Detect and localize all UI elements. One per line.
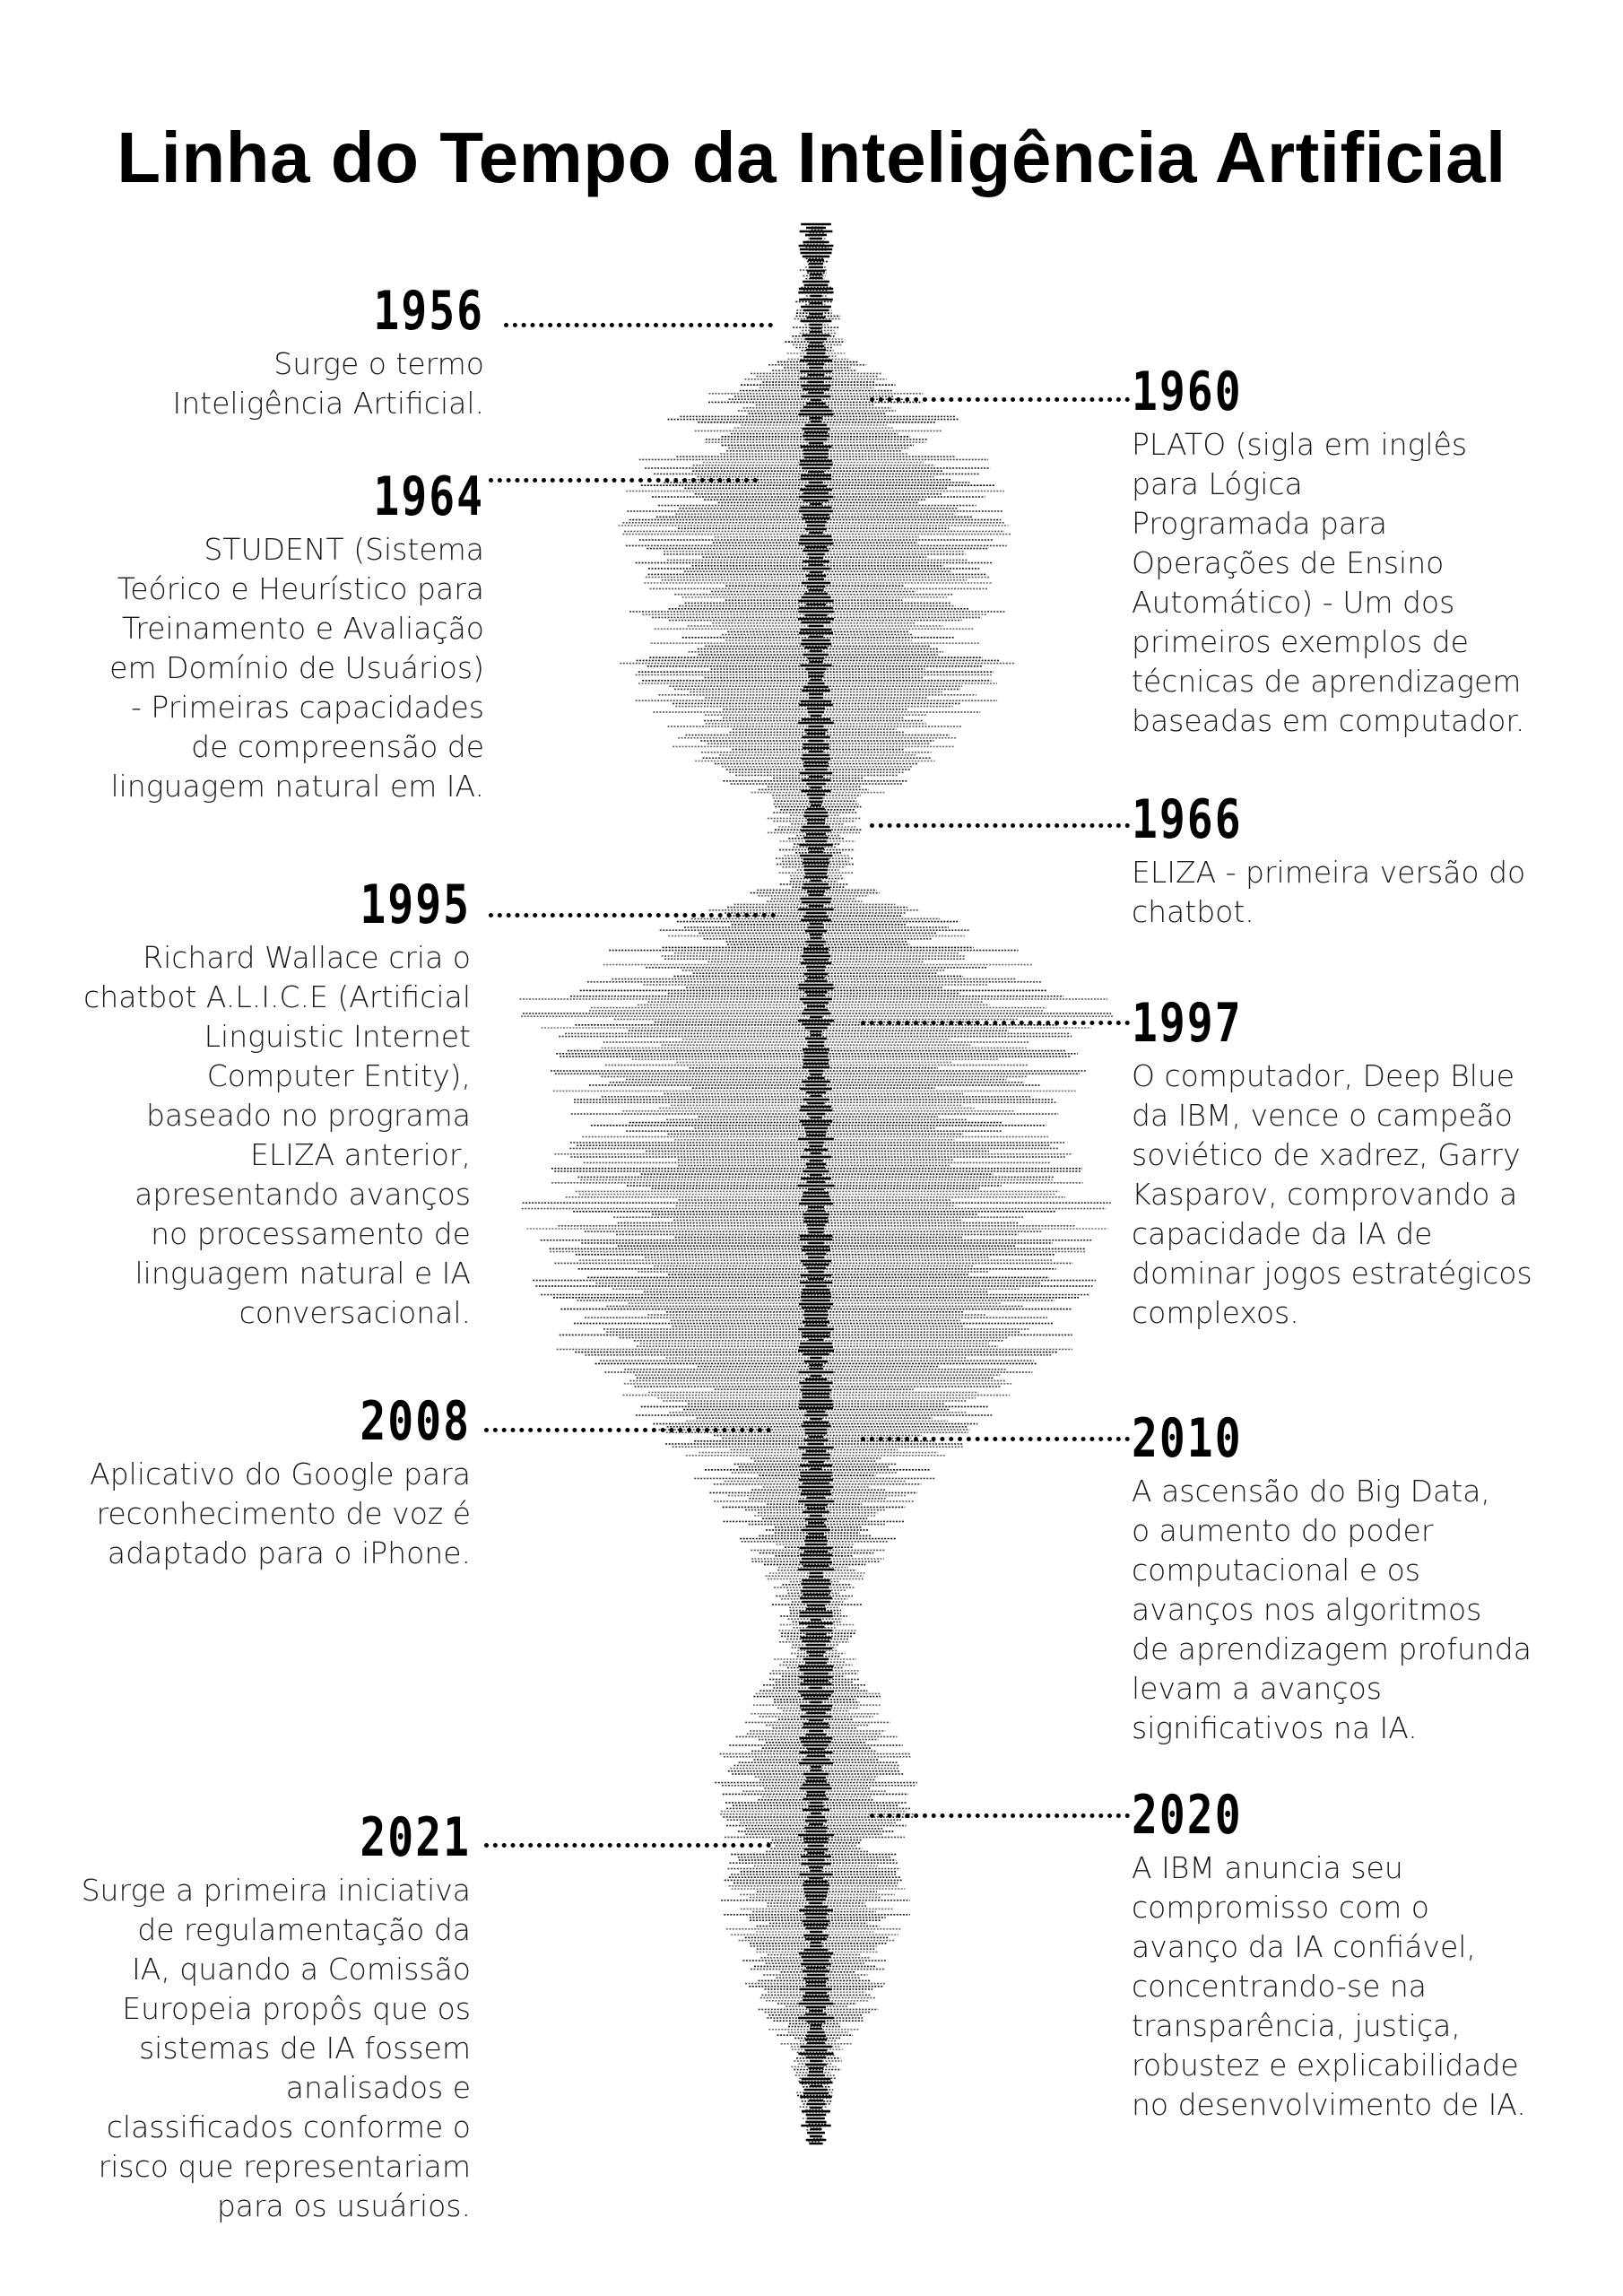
event-description: PLATO (sigla em inglês para Lógica Programada para Operações de Ensino Automático) - Um dos primeiros exemplos de técnicas de aprendizagem baseadas em computador. [1132, 427, 1525, 738]
event-year: 1956 [373, 279, 484, 343]
event-year: 1960 [1132, 360, 1243, 423]
event-year: 1995 [360, 873, 471, 936]
event-1966 [1132, 787, 1526, 932]
event-year: 2008 [360, 1389, 471, 1453]
waveform-core [798, 224, 834, 2144]
event-2008 [90, 1389, 471, 1573]
connector-2008 [484, 1428, 771, 1432]
event-year: 2021 [360, 1805, 471, 1869]
event-2021 [81, 1805, 471, 2226]
event-description: Surge a primeira iniciativa de regulamentação da IA, quando a Comissão Europeia propôs que os sistemas de IA fossem analisados e classificados conforme o risco que representariam para os usuários. [81, 1873, 471, 2223]
event-year: 1997 [1132, 991, 1243, 1055]
event-1960 [1132, 360, 1525, 741]
event-1995 [83, 873, 471, 1333]
event-description: O computador, Deep Blue da IBM, vence o campeão soviético de xadrez, Garry Kasparov, comprovando a capacidade da IA de dominar jogos estratégicos complexos. [1132, 1058, 1532, 1330]
connector-2021 [484, 1843, 771, 1848]
event-year: 1964 [373, 465, 484, 528]
connector-2010 [861, 1437, 1130, 1441]
event-description: Aplicativo do Google para reconhecimento de voz é adaptado para o iPhone. [90, 1457, 471, 1570]
event-year: 2020 [1132, 1783, 1243, 1847]
event-description: A IBM anuncia seu compromisso com o avanço da IA confiável, concentrando-se na transparência, justiça, robustez e explicabilidade no desenvolvimento de IA. [1132, 1850, 1526, 2122]
event-year: 1966 [1132, 787, 1243, 851]
connector-1995 [489, 913, 776, 918]
page-title: Linha do Tempo da Inteligência Artificial [117, 117, 1506, 197]
event-description: Richard Wallace cria o chatbot A.L.I.C.E (Artificial Linguistic Internet Computer Entity), baseado no programa ELIZA anterior, apresentando avanços no processamento de linguagem natural e IA conversacional. [83, 940, 471, 1330]
event-1997 [1132, 991, 1532, 1333]
event-description: A ascensão do Big Data, o aumento do poder computacional e os avanços nos algoritmos de aprendizagem profunda levam a avanços significativos na IA. [1132, 1474, 1532, 1745]
event-year: 2010 [1132, 1406, 1243, 1470]
connector-1964 [489, 478, 758, 483]
event-2020 [1132, 1783, 1526, 2125]
connector-1956 [504, 323, 773, 327]
event-1956 [172, 279, 485, 423]
connector-2020 [870, 1813, 1130, 1818]
event-description: STUDENT (Sistema Teórico e Heurístico para Treinamento e Avaliação em Domínio de Usuários) - Primeiras capacidades de compreensão de linguagem natural em IA. [109, 532, 484, 804]
event-2010 [1132, 1406, 1532, 1748]
event-description: Surge o termo Inteligência Artificial. [172, 346, 484, 421]
connector-1960 [870, 397, 1130, 402]
event-1964 [109, 465, 484, 806]
connector-1966 [870, 823, 1130, 828]
connector-1997 [861, 1021, 1130, 1025]
event-description: ELIZA - primeira versão do chatbot. [1132, 855, 1526, 929]
